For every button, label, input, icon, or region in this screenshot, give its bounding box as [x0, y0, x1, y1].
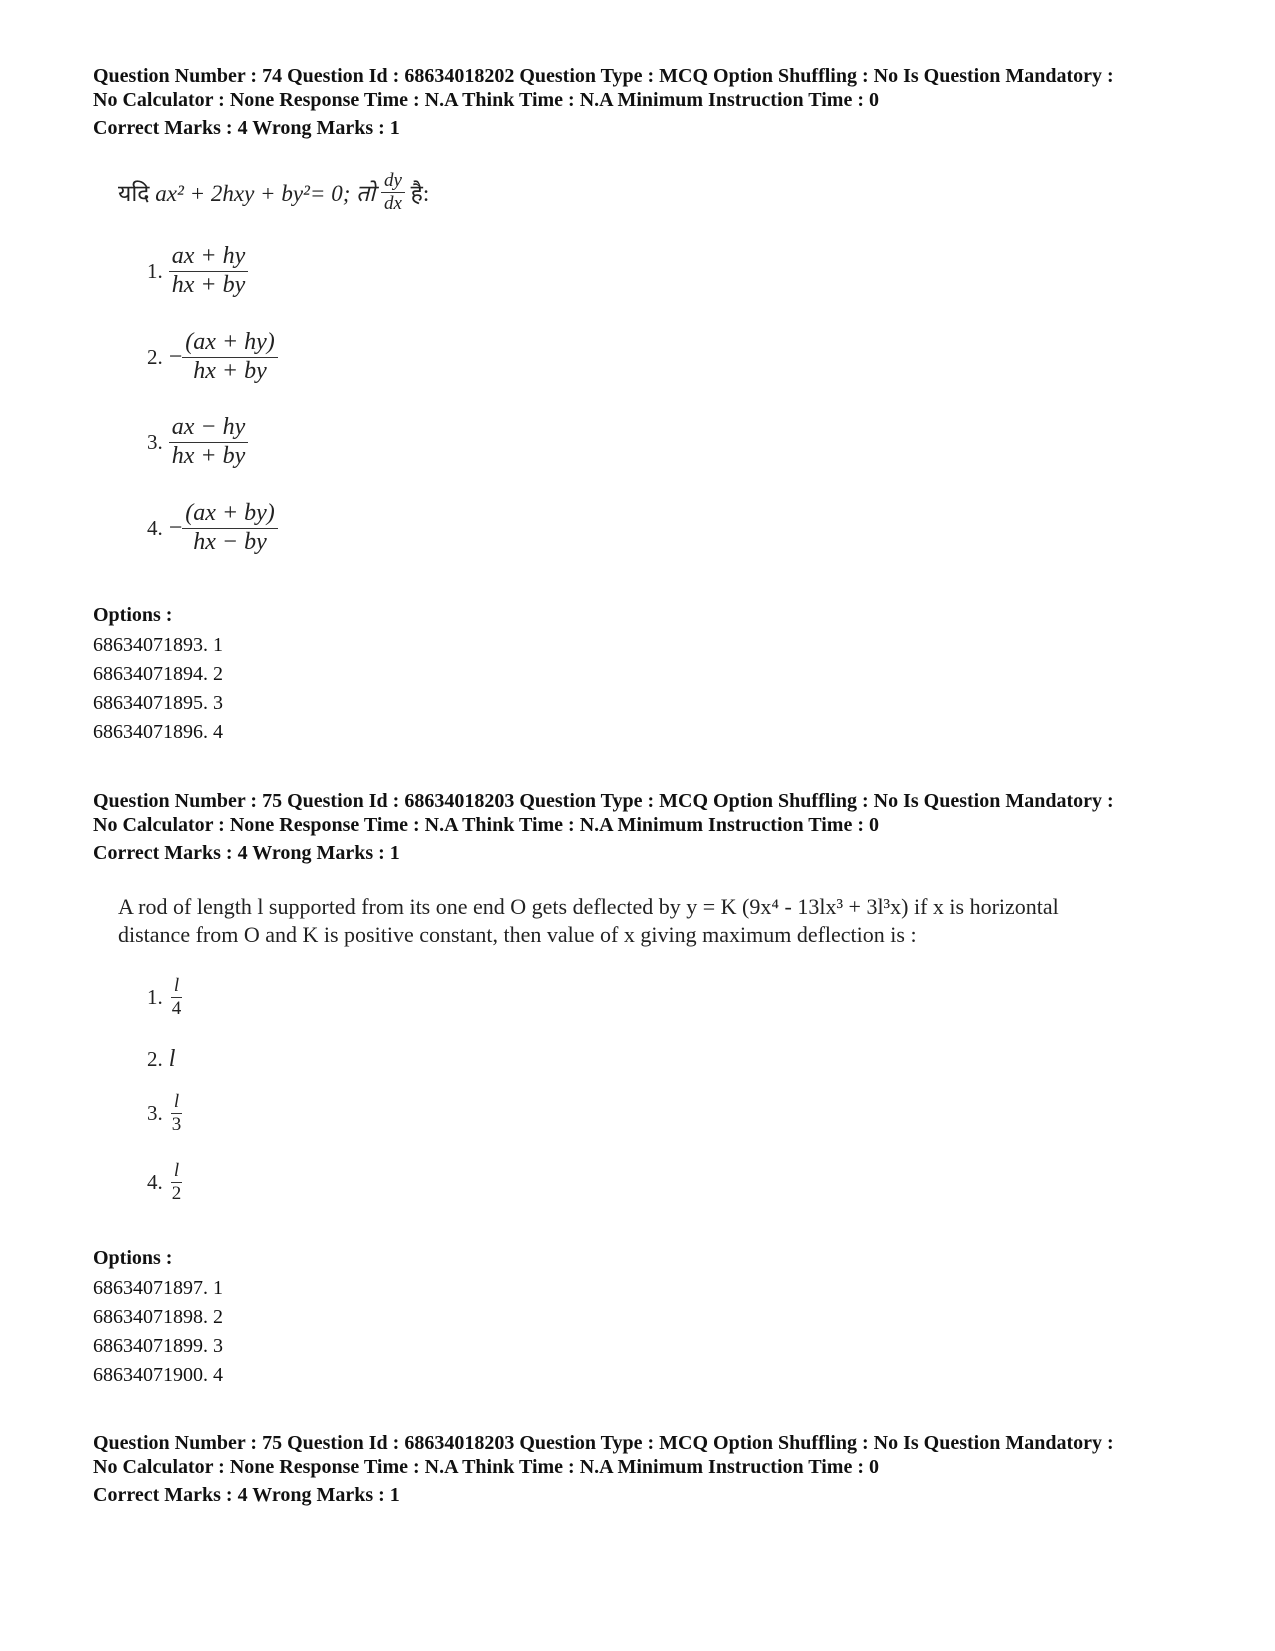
choice-label: 3.: [147, 429, 163, 454]
question-74-header-line2: No Calculator : None Response Time : N.A Think Time : N.A Minimum Instruction Time : 0: [93, 89, 879, 111]
question-75-stem: [118, 893, 1059, 949]
choice-denominator: hx − by: [193, 528, 267, 555]
option-line: 68634071897. 1: [93, 1277, 223, 1299]
question-74-marks: Correct Marks : 4 Wrong Marks : 1: [93, 117, 400, 139]
choice-numerator: ax + hy: [169, 243, 249, 272]
question-74-choice-3: [147, 414, 248, 470]
choice-sign: −: [168, 514, 183, 541]
choice-denominator: hx + by: [171, 442, 246, 469]
choice-label: 4.: [147, 1169, 163, 1194]
question-75-options: [93, 1247, 1203, 1390]
choice-label: 1.: [147, 258, 163, 283]
stem-frac-denominator: dx: [383, 192, 402, 214]
choice-text: l: [168, 1046, 176, 1072]
options-title: Options :: [93, 604, 173, 626]
stem-derivative-fraction: [381, 170, 405, 215]
stem-line1: A rod of length l supported from its one end O gets deflected by y = K (9x⁴ - 13lx³ + 3l³x) if x is horizontal: [118, 894, 1059, 919]
option-line: 68634071899. 3: [93, 1335, 223, 1357]
option-line: 68634071898. 2: [93, 1306, 223, 1328]
question-74-choice-1: [147, 243, 248, 299]
choice-fraction: [182, 500, 277, 556]
stem-suffix: है:: [410, 181, 430, 207]
question-75-header: [93, 789, 1203, 837]
question-74-header-line1: Question Number : 74 Question Id : 68634018202 Question Type : MCQ Option Shuffling : No Is Question Mandatory :: [93, 65, 1114, 87]
choice-numerator: l: [171, 1091, 182, 1114]
question-75b-header: [93, 1431, 1203, 1479]
option-line: 68634071900. 4: [93, 1364, 223, 1386]
options-title: Options :: [93, 1247, 173, 1269]
choice-numerator: ax − hy: [169, 414, 249, 443]
choice-denominator: 2: [171, 1182, 182, 1204]
question-75b-header-line1: Question Number : 75 Question Id : 68634018203 Question Type : MCQ Option Shuffling : No Is Question Mandatory :: [93, 1432, 1114, 1454]
choice-numerator: l: [171, 975, 182, 998]
option-line: 68634071893. 1: [93, 634, 223, 656]
choice-denominator: 3: [171, 1113, 182, 1135]
choice-denominator: hx + by: [193, 357, 267, 384]
question-75-header-line1: Question Number : 75 Question Id : 68634018203 Question Type : MCQ Option Shuffling : No Is Question Mandatory :: [93, 790, 1114, 812]
choice-fraction: [169, 1091, 185, 1136]
choice-label: 2.: [147, 344, 163, 369]
question-74-options: [93, 604, 1203, 747]
choice-numerator: l: [171, 1160, 182, 1183]
question-74-choice-4: [147, 500, 278, 556]
option-line: 68634071895. 3: [93, 692, 223, 714]
question-75b-marks: Correct Marks : 4 Wrong Marks : 1: [93, 1484, 400, 1506]
question-75-choice-4: [147, 1160, 184, 1205]
choice-label: 2.: [147, 1047, 163, 1071]
question-75-choice-3: [147, 1091, 184, 1136]
question-75-header-line2: No Calculator : None Response Time : N.A Think Time : N.A Minimum Instruction Time : 0: [93, 814, 879, 836]
option-line: 68634071894. 2: [93, 663, 223, 685]
question-74-choice-2: [147, 329, 278, 385]
question-75-marks: Correct Marks : 4 Wrong Marks : 1: [93, 842, 400, 864]
choice-fraction: [169, 975, 185, 1020]
choice-numerator: (ax + hy): [182, 329, 277, 358]
choice-denominator: hx + by: [171, 271, 246, 298]
choice-label: 3.: [147, 1100, 163, 1125]
choice-fraction: [169, 1160, 185, 1205]
stem-equation: ax² + 2hxy + by²= 0; तो: [155, 181, 376, 207]
choice-label: 1.: [147, 984, 163, 1009]
choice-fraction: [169, 243, 249, 299]
question-74-header: [93, 64, 1203, 112]
stem-frac-numerator: dy: [381, 170, 405, 193]
question-75b-header-line2: No Calculator : None Response Time : N.A Think Time : N.A Minimum Instruction Time : 0: [93, 1456, 879, 1478]
question-75-choice-1: [147, 975, 184, 1020]
choice-sign: −: [168, 343, 183, 370]
option-line: 68634071896. 4: [93, 721, 223, 743]
choice-numerator: (ax + by): [182, 500, 277, 529]
question-75-choice-2: [147, 1046, 175, 1073]
choice-denominator: 4: [171, 997, 182, 1019]
question-74-stem: [118, 170, 429, 215]
stem-prefix: यदि: [118, 181, 150, 207]
choice-fraction: [169, 414, 249, 470]
choice-fraction: [182, 329, 277, 385]
stem-line2: distance from O and K is positive constant, then value of x giving maximum deflection is :: [118, 922, 917, 947]
choice-label: 4.: [147, 515, 163, 540]
